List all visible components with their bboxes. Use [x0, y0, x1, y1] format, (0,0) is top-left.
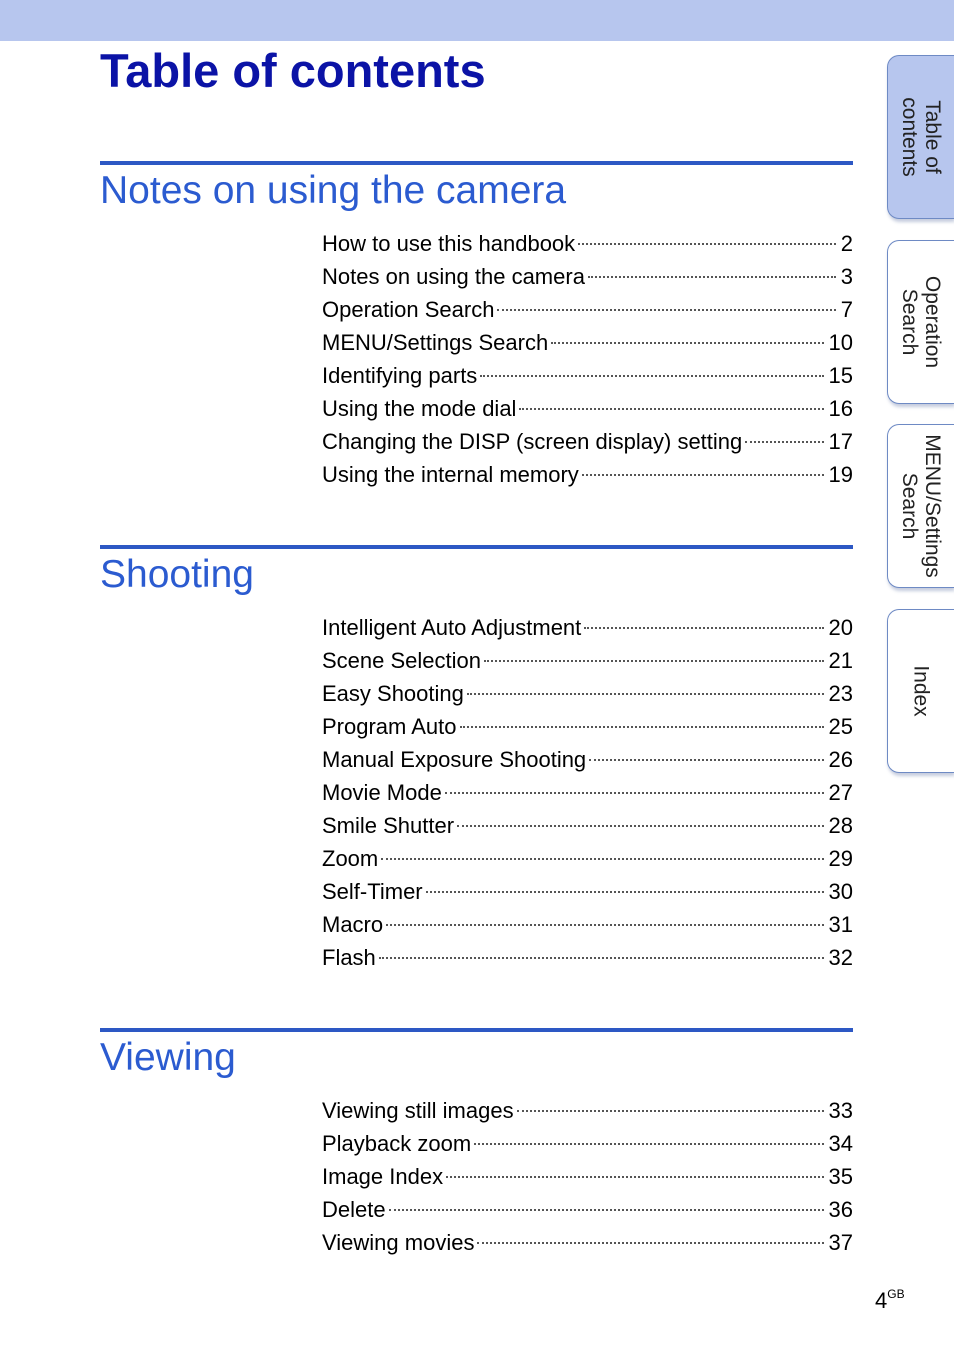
toc-entry-page: 35: [828, 1164, 853, 1189]
header-band: [0, 0, 954, 41]
dot-leader: [467, 693, 824, 695]
dot-leader: [578, 243, 836, 245]
dot-leader: [480, 375, 823, 377]
toc-entry-page: 32: [828, 945, 853, 970]
toc-entry[interactable]: [322, 677, 853, 710]
toc-entry-page: 3: [840, 264, 853, 289]
toc-entry[interactable]: [322, 1193, 853, 1226]
toc-entry-page: 27: [828, 780, 853, 805]
dot-leader: [589, 759, 823, 761]
tab-table-of-contents[interactable]: [887, 55, 954, 219]
toc-entry-label: Program Auto: [322, 714, 457, 739]
toc-entry[interactable]: [322, 644, 853, 677]
dot-leader: [519, 408, 823, 410]
section-viewing: [100, 1028, 853, 1259]
dot-leader: [386, 924, 823, 926]
dot-leader: [582, 474, 824, 476]
toc-entry-page: 20: [828, 615, 853, 640]
toc-entry-page: 33: [828, 1098, 853, 1123]
dot-leader: [381, 858, 823, 860]
toc-entry[interactable]: [322, 293, 853, 326]
toc-entry-label: Easy Shooting: [322, 681, 464, 706]
toc-entry-page: 29: [828, 846, 853, 871]
dot-leader: [484, 660, 824, 662]
dot-leader: [389, 1209, 824, 1211]
toc-entry-label: MENU/Settings Search: [322, 330, 549, 355]
tab-operation-search[interactable]: [887, 240, 954, 404]
toc-list: [100, 611, 853, 974]
toc-entry[interactable]: [322, 842, 853, 875]
dot-leader: [457, 825, 823, 827]
toc-entry-page: 28: [828, 813, 853, 838]
toc-entry-label: Intelligent Auto Adjustment: [322, 615, 582, 640]
toc-entry-page: 37: [828, 1230, 853, 1255]
dot-leader: [445, 792, 824, 794]
toc-entry-page: 36: [828, 1197, 853, 1222]
toc-entry-label: Using the mode dial: [322, 396, 517, 421]
toc-entry-page: 7: [840, 297, 853, 322]
toc-entry[interactable]: [322, 458, 853, 491]
toc-entry-label: Smile Shutter: [322, 813, 455, 838]
toc-entry-page: 2: [840, 231, 853, 256]
toc-entry[interactable]: [322, 1160, 853, 1193]
toc-entry[interactable]: [322, 611, 853, 644]
toc-entry-label: Image Index: [322, 1164, 444, 1189]
toc-entry[interactable]: [322, 260, 853, 293]
toc-entry-page: 25: [828, 714, 853, 739]
toc-entry-label: How to use this handbook: [322, 231, 576, 256]
toc-entry-label: Operation Search: [322, 297, 495, 322]
section-title: Viewing: [100, 1036, 236, 1079]
dot-leader: [474, 1143, 823, 1145]
dot-leader: [497, 309, 835, 311]
toc-entry[interactable]: [322, 326, 853, 359]
toc-entry[interactable]: [322, 359, 853, 392]
dot-leader: [379, 957, 824, 959]
section-title: Notes on using the camera: [100, 169, 567, 212]
toc-entry-label: Self-Timer: [322, 879, 423, 904]
toc-entry-page: 21: [828, 648, 853, 673]
page-number: [875, 1288, 905, 1314]
dot-leader: [426, 891, 824, 893]
dot-leader: [588, 276, 836, 278]
toc-entry-label: Using the internal memory: [322, 462, 579, 487]
toc-entry[interactable]: [322, 710, 853, 743]
toc-entry-page: 34: [828, 1131, 853, 1156]
toc-entry[interactable]: [322, 1226, 853, 1259]
toc-entry-label: Changing the DISP (screen display) setting: [322, 429, 743, 454]
dot-leader: [477, 1242, 823, 1244]
toc-entry[interactable]: [322, 941, 853, 974]
tab-label: Index: [909, 665, 933, 717]
toc-entry-label: Delete: [322, 1197, 386, 1222]
toc-entry-page: 10: [828, 330, 853, 355]
toc-list: [100, 1094, 853, 1259]
page-title: Table of contents: [100, 44, 486, 97]
tab-index[interactable]: [887, 609, 954, 773]
section-title: Shooting: [100, 553, 254, 596]
toc-entry[interactable]: [322, 1094, 853, 1127]
toc-entry-label: Identifying parts: [322, 363, 478, 388]
toc-entry-label: Scene Selection: [322, 648, 481, 673]
tab-label: Table of contents: [898, 97, 944, 177]
toc-entry[interactable]: [322, 392, 853, 425]
toc-entry-label: Playback zoom: [322, 1131, 472, 1156]
dot-leader: [517, 1110, 824, 1112]
section-notes: [100, 161, 853, 491]
toc-entry[interactable]: [322, 743, 853, 776]
tab-label: MENU/Settings Search: [898, 434, 944, 578]
toc-entry-page: 17: [828, 429, 853, 454]
toc-entry-page: 19: [828, 462, 853, 487]
toc-entry[interactable]: [322, 908, 853, 941]
toc-entry-label: Movie Mode: [322, 780, 442, 805]
toc-entry-page: 26: [828, 747, 853, 772]
toc-entry[interactable]: [322, 1127, 853, 1160]
toc-entry-label: Manual Exposure Shooting: [322, 747, 587, 772]
dot-leader: [745, 441, 823, 443]
toc-entry[interactable]: [322, 875, 853, 908]
toc-entry[interactable]: [322, 809, 853, 842]
dot-leader: [551, 342, 823, 344]
toc-entry-label: Zoom: [322, 846, 379, 871]
toc-list: [100, 227, 853, 491]
page-number-value: 4: [875, 1288, 888, 1313]
toc-entry-label: Viewing still images: [322, 1098, 514, 1123]
dot-leader: [584, 627, 823, 629]
dot-leader: [446, 1176, 823, 1178]
toc-entry-page: 30: [828, 879, 853, 904]
page-number-suffix: GB: [887, 1286, 905, 1301]
tab-menu-settings-search[interactable]: [887, 424, 954, 588]
toc-entry-label: Notes on using the camera: [322, 264, 585, 289]
toc-entry-page: 23: [828, 681, 853, 706]
tab-label: Operation Search: [898, 275, 944, 369]
toc-entry-page: 15: [828, 363, 853, 388]
toc-entry[interactable]: [322, 425, 853, 458]
toc-entry[interactable]: [322, 776, 853, 809]
section-shooting: [100, 545, 853, 974]
toc-entry[interactable]: [322, 227, 853, 260]
toc-entry-page: 31: [828, 912, 853, 937]
toc-entry-label: Flash: [322, 945, 376, 970]
dot-leader: [460, 726, 824, 728]
toc-entry-label: Macro: [322, 912, 384, 937]
toc-entry-label: Viewing movies: [322, 1230, 475, 1255]
toc-entry-page: 16: [828, 396, 853, 421]
